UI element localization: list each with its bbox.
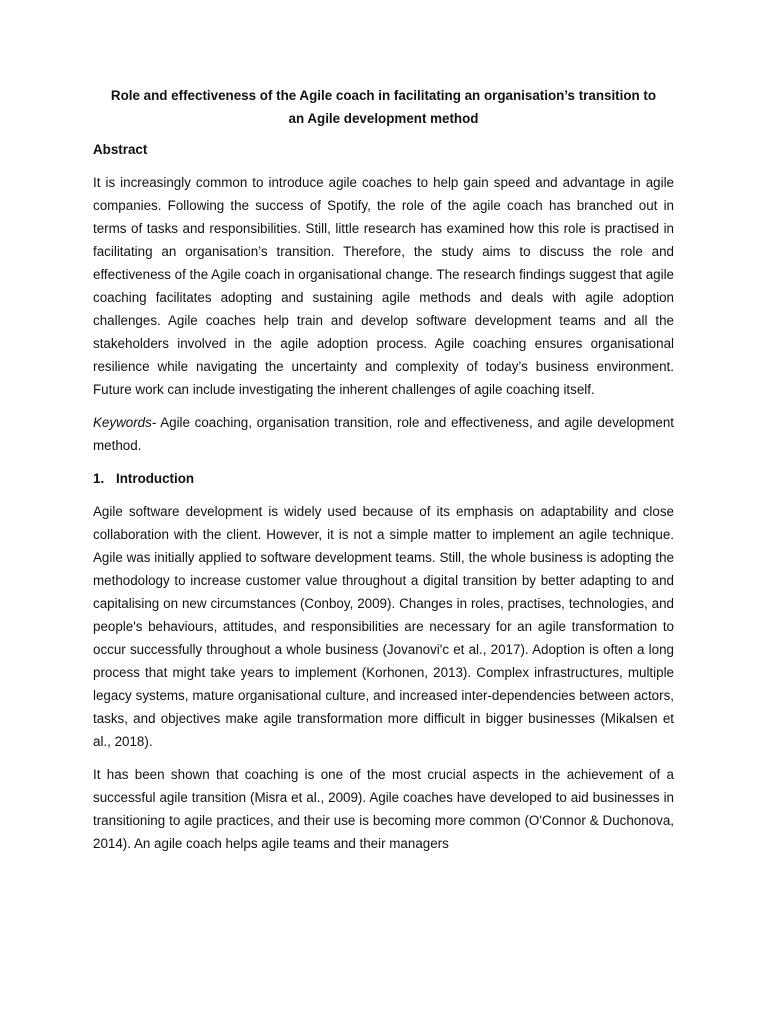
keywords-label: Keywords- (93, 415, 157, 430)
keywords-text: Agile coaching, organisation transition, role and effectiveness, and agile development method. (93, 415, 674, 453)
section-number: 1. (93, 471, 105, 486)
paper-title-line-2: an Agile development method (288, 111, 479, 126)
introduction-paragraph: Agile software development is widely used because of its emphasis on adaptability and close collaboration with the client. However, it is not a simple matter to implement an agile technique. Agile was initially applied to software development teams. Still, the whole business is adopting the methodology to increase customer value throughout a digital transition by better adapting to and capitalising on new circumstances (Conboy, 2009). Changes in roles, practises, technologies, and people's behaviours, attitudes, and responsibilities are necessary for an agile transformation to occur successfully throughout a whole business (Jovanovi'c et al., 2017). Adoption is often a long process that might take years to implement (Korhonen, 2013). Complex infrastructures, multiple legacy systems, mature organisational culture, and increased inter-dependencies between actors, tasks, and objectives make agile transformation more difficult in bigger businesses (Mikalsen et al., 2018). (93, 504, 674, 749)
introduction-heading-label: Introduction (116, 471, 195, 486)
introduction-paragraph: It has been shown that coaching is one of the most crucial aspects in the achievement of a successful agile transition (Misra et al., 2009). Agile coaches have developed to aid businesses in transitioning to agile practices, and their use is becoming more common (O'Connor & Duchonova, 2014). An agile coach helps agile teams and their managers (93, 767, 674, 851)
abstract-heading: Abstract (93, 142, 148, 157)
paper-title (93, 84, 674, 130)
keywords-paragraph (93, 411, 674, 457)
introduction-heading (93, 467, 674, 490)
paper-title-line-1: Role and effectiveness of the Agile coach in facilitating an organisation’s transition to (110, 88, 657, 103)
abstract-text: It is increasingly common to introduce agile coaches to help gain speed and advantage in agile companies. Following the success of Spotify, the role of the agile coach has branched out in terms of tasks and responsibilities. Still, little research has examined how this role is practised in facilitating an organisation’s transition. Therefore, the study aims to discuss the role and effectiveness of the Agile coach in organisational change. The research findings suggest that agile coaching facilitates adopting and sustaining agile methods and deals with agile adoption challenges. Agile coaches help train and develop software development teams and all the stakeholders involved in the agile adoption process. Agile coaching ensures organisational resilience while navigating the uncertainty and complexity of today’s business environment. Future work can include investigating the inherent challenges of agile coaching itself. (93, 175, 674, 397)
